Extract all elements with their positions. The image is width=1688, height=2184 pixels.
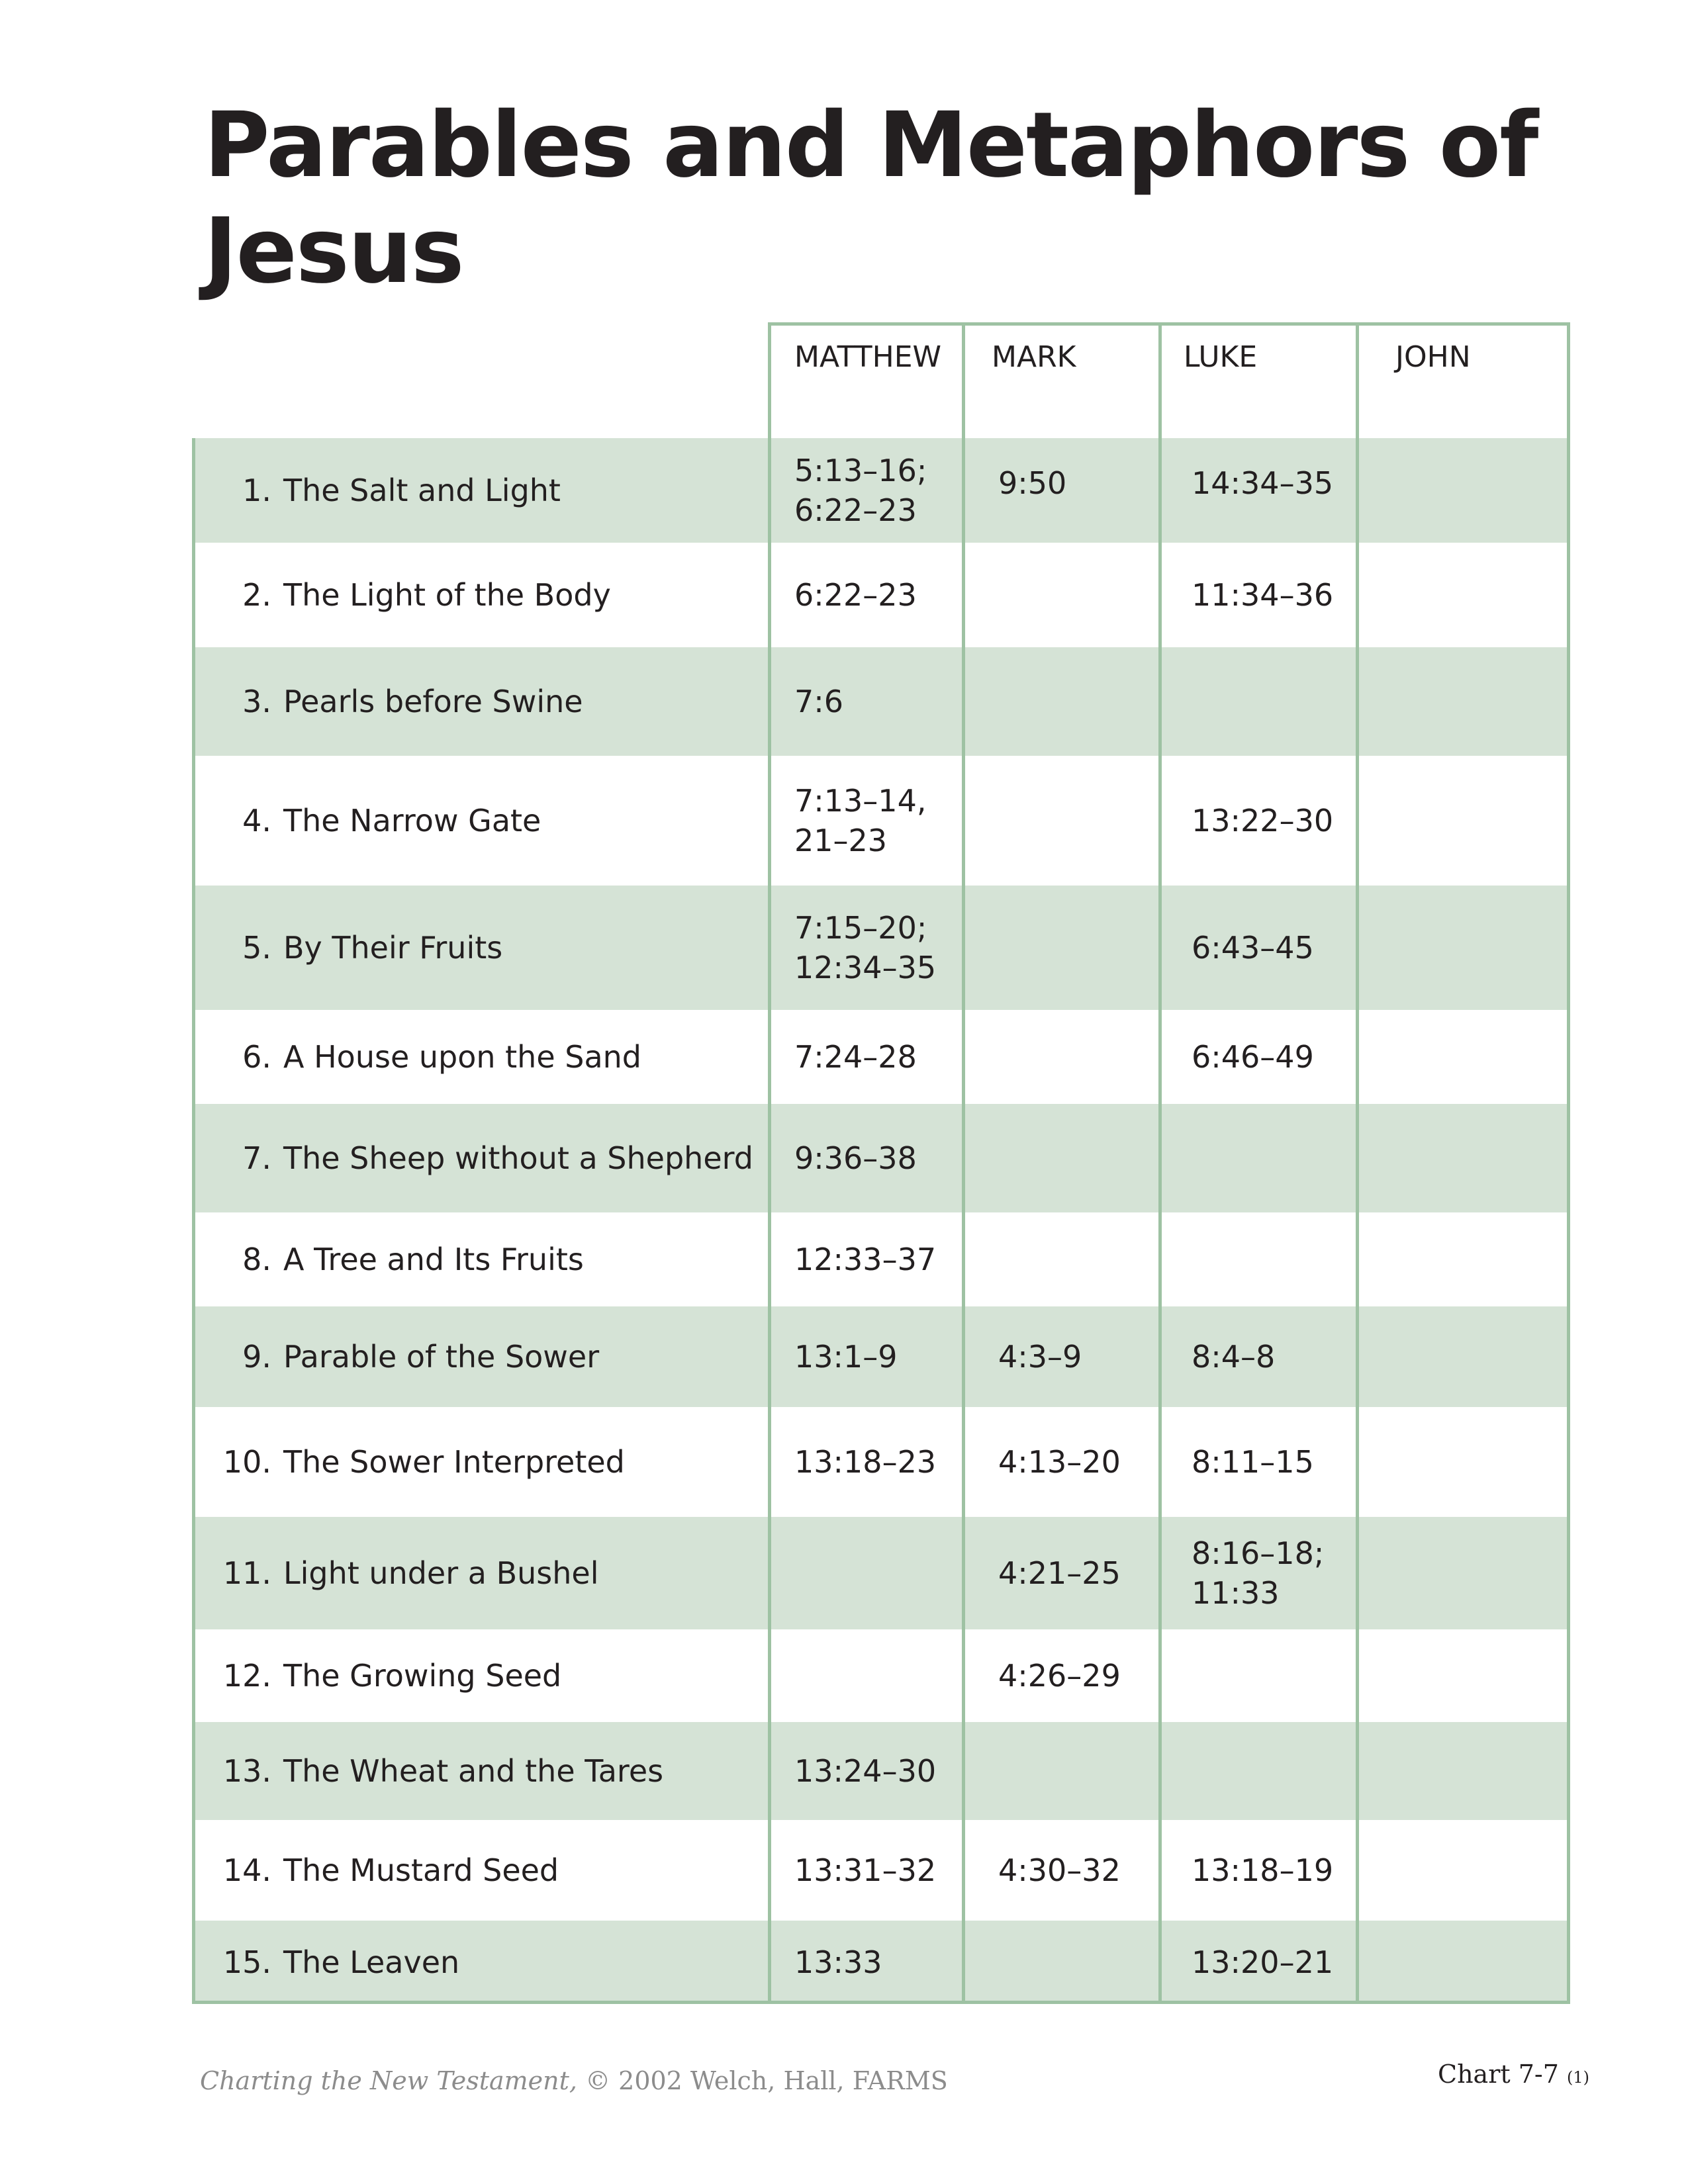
table-row <box>192 438 1570 543</box>
reference-luke: 13:18–19 <box>1192 1852 1334 1888</box>
table-row <box>192 886 1570 1010</box>
reference-matthew: 13:31–32 <box>794 1852 937 1888</box>
reference-luke: 8:11–15 <box>1192 1444 1314 1480</box>
parable-number: 1. <box>242 473 271 508</box>
parable-title <box>192 1921 768 2004</box>
header-top-border <box>768 322 1570 326</box>
reference-matthew: 7:13–14, 21–23 <box>794 783 927 858</box>
parable-number: 15. <box>222 1944 271 1980</box>
reference-mark <box>998 1212 1184 1306</box>
parable-number: 4. <box>242 803 271 839</box>
parable-number: 6. <box>242 1039 271 1075</box>
table-row <box>192 1517 1570 1629</box>
parable-name: The Sheep without a Shepherd <box>283 1140 753 1176</box>
parable-number: 8. <box>242 1242 271 1277</box>
reference-luke: 11:34–36 <box>1192 577 1334 613</box>
parable-name: By Their Fruits <box>283 930 503 966</box>
reference-luke <box>1192 1722 1377 1820</box>
parable-number: 2. <box>242 577 271 613</box>
reference-luke: 13:20–21 <box>1192 1944 1334 1980</box>
parable-title <box>192 1010 768 1104</box>
table-row <box>192 1629 1570 1722</box>
reference-john <box>1387 756 1570 886</box>
reference-mark <box>998 1104 1184 1212</box>
parable-name: A Tree and Its Fruits <box>283 1242 584 1277</box>
reference-mark: 4:3–9 <box>998 1339 1082 1375</box>
page-title: Parables and Metaphors of Jesus <box>204 93 1538 304</box>
parables-table <box>192 322 1570 1996</box>
reference-mark <box>998 1722 1184 1820</box>
reference-john <box>1387 1517 1570 1629</box>
column-header-luke: LUKE <box>1184 340 1258 374</box>
parable-name: The Sower Interpreted <box>283 1444 625 1480</box>
column-divider <box>962 322 965 2004</box>
reference-john <box>1387 1722 1570 1820</box>
parable-name: The Wheat and the Tares <box>283 1753 664 1789</box>
parable-name: The Light of the Body <box>283 577 611 613</box>
column-header-matthew: MATTHEW <box>794 340 942 374</box>
reference-luke <box>1192 1629 1377 1722</box>
parable-name: The Growing Seed <box>283 1658 562 1694</box>
table-row <box>192 543 1570 647</box>
reference-mark <box>998 756 1184 886</box>
parable-title <box>192 1517 768 1629</box>
parable-number: 5. <box>242 930 271 966</box>
parable-title <box>192 647 768 756</box>
chart-number: Chart 7-7 (1) <box>1438 2060 1590 2089</box>
reference-john <box>1387 647 1570 756</box>
reference-luke: 8:4–8 <box>1192 1339 1276 1375</box>
parable-title <box>192 1722 768 1820</box>
reference-matthew: 7:15–20; 12:34–35 <box>794 910 937 985</box>
parable-name: Light under a Bushel <box>283 1555 599 1591</box>
reference-matthew: 9:36–38 <box>794 1140 917 1176</box>
reference-john <box>1387 438 1570 543</box>
reference-mark: 4:30–32 <box>998 1852 1121 1888</box>
table-row <box>192 1010 1570 1104</box>
parable-title <box>192 1306 768 1407</box>
reference-mark <box>998 647 1184 756</box>
parable-title <box>192 886 768 1010</box>
table-left-border <box>192 438 195 2004</box>
parable-name: Pearls before Swine <box>283 684 583 719</box>
reference-luke <box>1192 1212 1377 1306</box>
reference-luke: 6:46–49 <box>1192 1039 1314 1075</box>
reference-matthew: 13:24–30 <box>794 1753 937 1789</box>
reference-matthew <box>794 1629 980 1722</box>
reference-matthew: 5:13–16; 6:22–23 <box>794 453 927 528</box>
reference-john <box>1387 1820 1570 1921</box>
column-divider <box>1158 322 1162 2004</box>
parable-title <box>192 1407 768 1517</box>
reference-john <box>1387 1306 1570 1407</box>
column-divider <box>768 322 771 2004</box>
table-row <box>192 1212 1570 1306</box>
reference-mark: 4:26–29 <box>998 1658 1121 1694</box>
table-row <box>192 647 1570 756</box>
reference-john <box>1387 1104 1570 1212</box>
parable-name: The Salt and Light <box>283 473 561 508</box>
reference-matthew: 13:1–9 <box>794 1339 898 1375</box>
parable-number: 13. <box>222 1753 271 1789</box>
reference-luke <box>1192 1104 1377 1212</box>
reference-matthew <box>794 1517 980 1629</box>
reference-john <box>1387 1629 1570 1722</box>
parable-title <box>192 1212 768 1306</box>
reference-john <box>1387 1010 1570 1104</box>
reference-matthew: 12:33–37 <box>794 1242 937 1277</box>
parable-number: 14. <box>222 1852 271 1888</box>
reference-mark <box>998 1010 1184 1104</box>
reference-mark: 9:50 <box>998 465 1067 501</box>
parable-name: Parable of the Sower <box>283 1339 600 1375</box>
reference-luke: 6:43–45 <box>1192 930 1314 966</box>
parable-name: The Narrow Gate <box>283 803 541 839</box>
parable-name: A House upon the Sand <box>283 1039 641 1075</box>
reference-luke <box>1192 647 1377 756</box>
reference-john <box>1387 1407 1570 1517</box>
reference-john <box>1387 1212 1570 1306</box>
reference-mark <box>998 886 1184 1010</box>
reference-luke: 14:34–35 <box>1192 465 1334 501</box>
table-row <box>192 1820 1570 1921</box>
reference-john <box>1387 886 1570 1010</box>
column-header-mark: MARK <box>992 340 1076 374</box>
reference-john <box>1387 543 1570 647</box>
table-row <box>192 1407 1570 1517</box>
parable-title <box>192 756 768 886</box>
source-credit: Charting the New Testament, © 2002 Welch, Hall, FARMS <box>200 2066 948 2095</box>
parable-title <box>192 543 768 647</box>
parable-number: 10. <box>222 1444 271 1480</box>
reference-matthew: 6:22–23 <box>794 577 917 613</box>
reference-matthew: 13:18–23 <box>794 1444 937 1480</box>
parable-title <box>192 1104 768 1212</box>
reference-matthew: 7:6 <box>794 684 844 719</box>
reference-john <box>1387 1921 1570 2004</box>
reference-matthew: 7:24–28 <box>794 1039 917 1075</box>
parable-number: 7. <box>242 1140 271 1176</box>
parable-number: 9. <box>242 1339 271 1375</box>
parable-title <box>192 1820 768 1921</box>
reference-mark: 4:13–20 <box>998 1444 1121 1480</box>
parable-title <box>192 438 768 543</box>
column-divider <box>1356 322 1359 2004</box>
column-divider <box>1567 322 1570 2004</box>
reference-matthew: 13:33 <box>794 1944 882 1980</box>
column-header-john: JOHN <box>1395 340 1471 374</box>
table-row <box>192 1722 1570 1820</box>
reference-mark: 4:21–25 <box>998 1555 1121 1591</box>
table-row <box>192 1921 1570 2004</box>
table-bottom-border <box>192 2001 1570 2004</box>
table-row <box>192 1306 1570 1407</box>
reference-mark <box>998 543 1184 647</box>
parable-name: The Mustard Seed <box>283 1852 559 1888</box>
table-row <box>192 1104 1570 1212</box>
table-row <box>192 756 1570 886</box>
parable-number: 11. <box>222 1555 271 1591</box>
reference-luke: 8:16–18; 11:33 <box>1192 1535 1325 1611</box>
parable-name: The Leaven <box>283 1944 460 1980</box>
parable-number: 12. <box>222 1658 271 1694</box>
reference-mark <box>998 1921 1184 2004</box>
reference-luke: 13:22–30 <box>1192 803 1334 839</box>
table-header <box>768 322 1570 438</box>
parable-title <box>192 1629 768 1722</box>
parable-number: 3. <box>242 684 271 719</box>
